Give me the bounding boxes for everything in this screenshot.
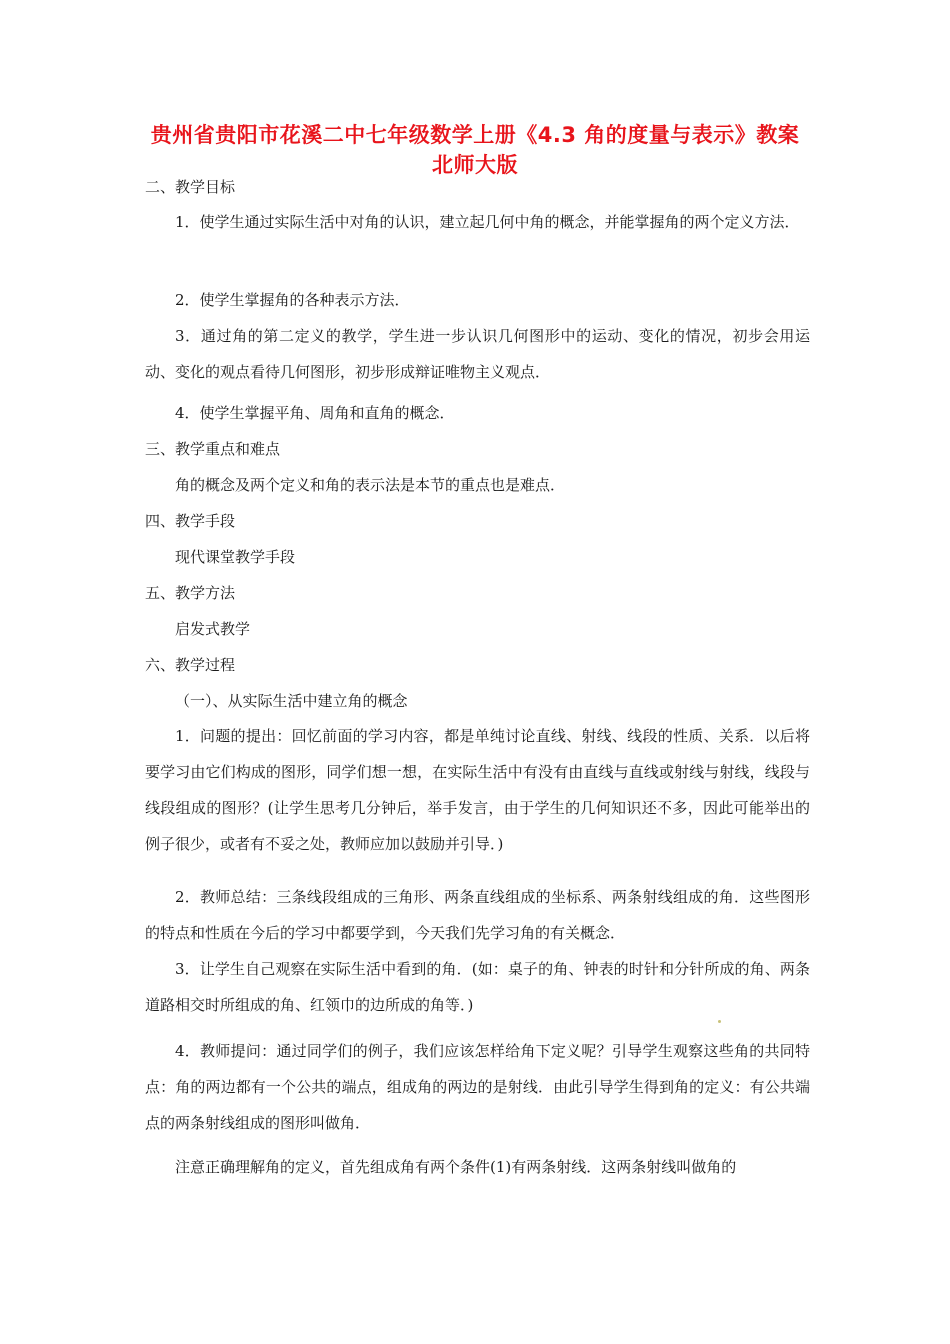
document-title: 贵州省贵阳市花溪二中七年级数学上册《4.3 角的度量与表示》教案 北师大版 [150,123,800,177]
subsection-heading-1: （一）、从实际生活中建立角的概念 [175,692,408,710]
definition-note: 注意正确理解角的定义，首先组成角有两个条件(1)有两条射线．这两条射线叫做角的 [175,1158,737,1176]
process-step-4: 4．教师提问：通过同学们的例子，我们应该怎样给角下定义呢？引导学生观察这些角的共同特点：角的两边都有一个公共的端点，组成角的两边的是射线．由此引导学生得到角的定义：有公共端点的两条射线组成的图形叫做角． [145,1042,810,1132]
process-step-1: 1．问题的提出：回忆前面的学习内容，都是单纯讨论直线、射线、线段的性质、关系．以后将要学习由它们构成的图形，同学们想一想，在实际生活中有没有由直线与直线或射线与射线，线段与线段组成的图形？(让学生思考几分钟后，举手发言，由于学生的几何知识还不多，因此可能举出的例子很少，或者有不妥之处，教师应加以鼓励并引导．) [145,727,810,853]
key-points-text: 角的概念及两个定义和角的表示法是本节的重点也是难点． [175,476,566,494]
section-heading-teaching-means: 四、教学手段 [145,512,236,530]
process-step-2: 2．教师总结：三条线段组成的三角形、两条直线组成的坐标系、两条射线组成的角．这些图形的特点和性质在今后的学习中都要学到，今天我们先学习角的有关概念． [145,888,810,942]
section-heading-teaching-method: 五、教学方法 [145,584,236,602]
teaching-means-text: 现代课堂教学手段 [175,548,296,566]
objective-2: 2．使学生掌握角的各种表示方法． [175,291,410,309]
process-step-3: 3．让学生自己观察在实际生活中看到的角．(如：桌子的角、钟表的时针和分针所成的角、两条道路相交时所组成的角、红领巾的边所成的角等．) [145,960,810,1014]
objective-1: 1．使学生通过实际生活中对角的认识，建立起几何中角的概念，并能掌握角的两个定义方法． [175,213,800,231]
teaching-method-text: 启发式教学 [175,620,251,638]
section-heading-objectives: 二、教学目标 [145,178,236,196]
scan-speck [718,1020,721,1023]
section-heading-process: 六、教学过程 [145,656,236,674]
objective-4: 4．使学生掌握平角、周角和直角的概念． [175,404,455,422]
objective-3: 3．通过角的第二定义的教学，学生进一步认识几何图形中的运动、变化的情况，初步会用运动、变化的观点看待几何图形，初步形成辩证唯物主义观点． [145,327,810,381]
section-heading-key-points: 三、教学重点和难点 [145,440,281,458]
